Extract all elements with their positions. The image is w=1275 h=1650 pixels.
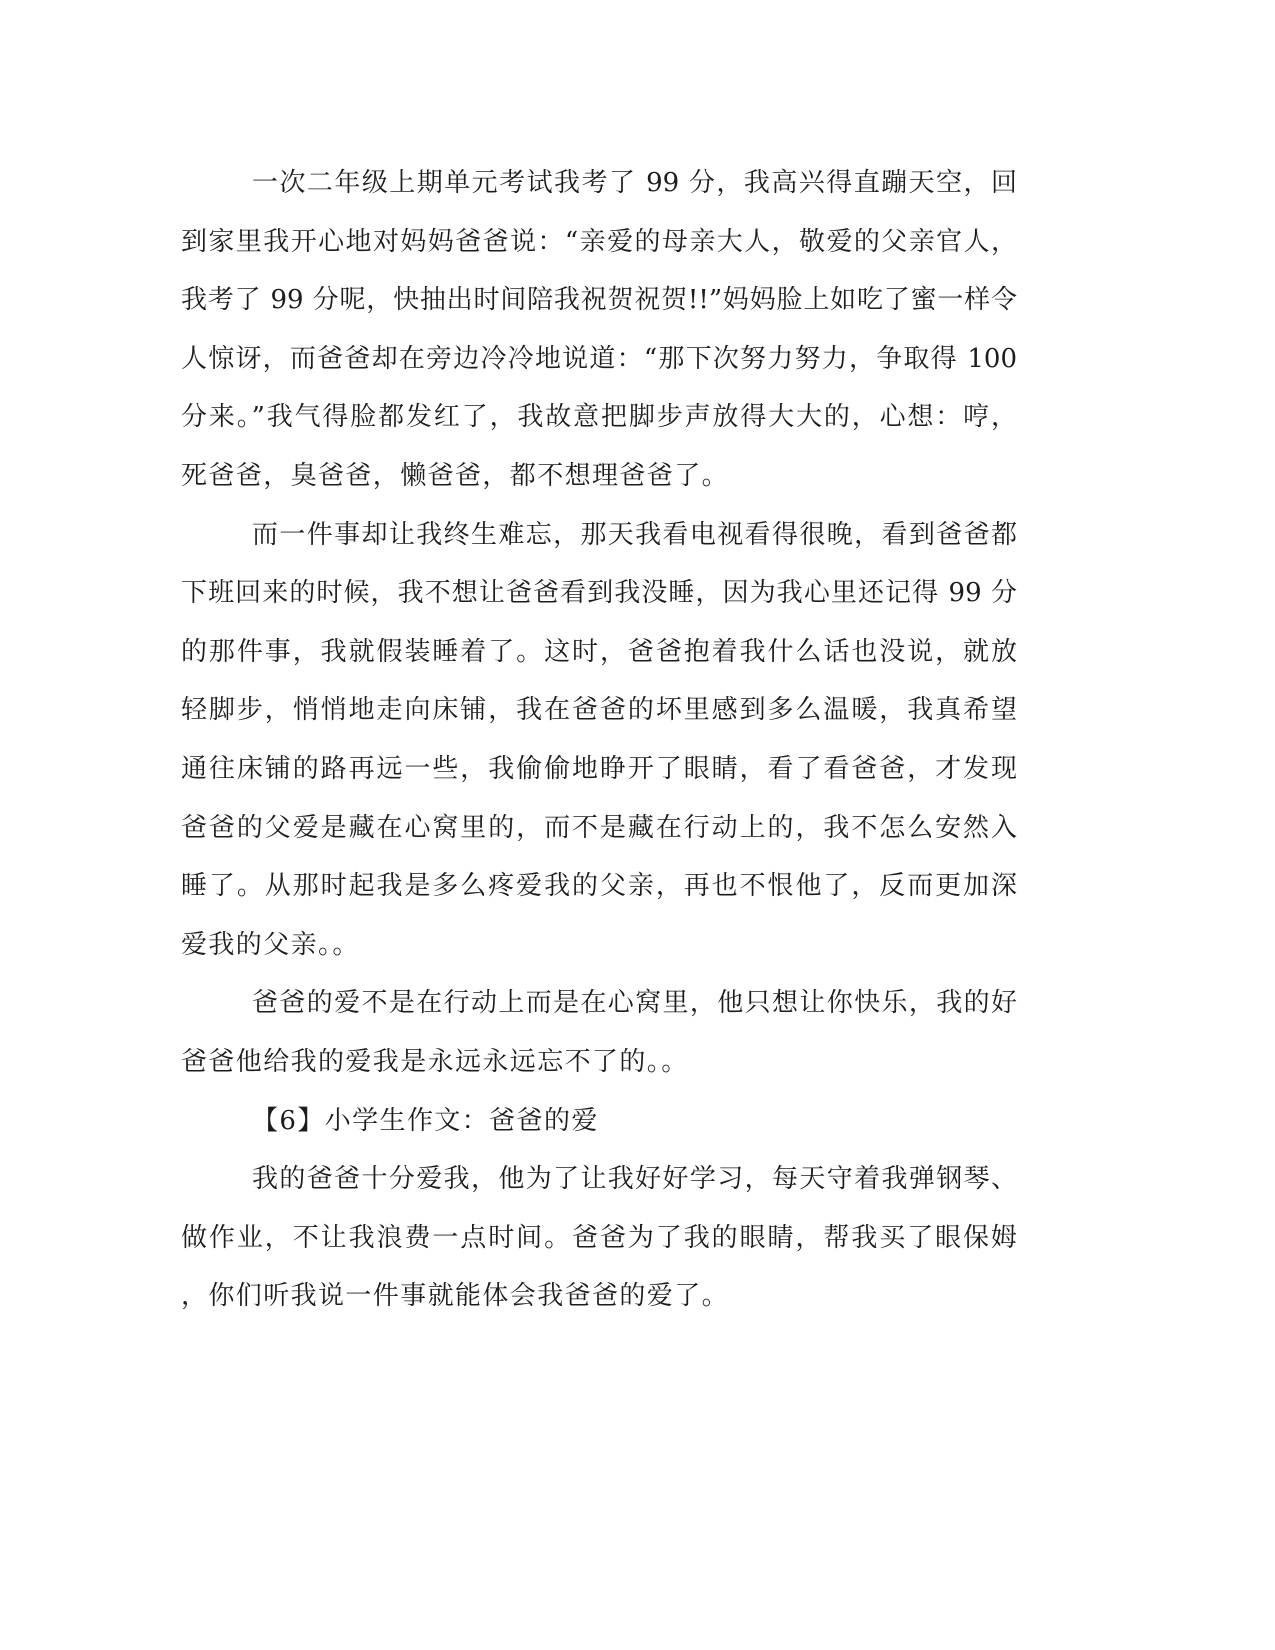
text-line: 通往床铺的路再远一些，我偷偷地睁开了眼睛，看了看爸爸，才发现	[181, 753, 1017, 784]
text-line: 人惊讶，而爸爸却在旁边冷冷地说道：“那下次努力努力，争取得 100	[181, 343, 1017, 374]
section-heading	[181, 1092, 1017, 1151]
text-line: 睡了。从那时起我是多么疼爱我的父亲，再也不恨他了，反而更加深	[181, 871, 1017, 902]
text-line: 做作业，不让我浪费一点时间。爸爸为了我的眼睛，帮我买了眼保姆	[181, 1222, 1017, 1253]
text-line: 下班回来的时候，我不想让爸爸看到我没睡，因为我心里还记得 99 分	[181, 578, 1017, 609]
text-line: 轻脚步，悄悄地走向床铺，我在爸爸的坏里感到多么温暖，我真希望	[181, 695, 1017, 726]
text-line: 的那件事，我就假装睡着了。这时，爸爸抱着我什么话也没说，就放	[181, 636, 1017, 667]
text-line: 我的爸爸十分爱我，他为了让我好好学习，每天守着我弹钢琴、	[252, 1164, 1017, 1195]
text-line: 到家里我开心地对妈妈爸爸说：“亲爱的母亲大人，敬爱的父亲官人，	[181, 226, 1017, 257]
text-line: 爸爸他给我的爱我是永远永远忘不了的。。	[181, 1046, 689, 1077]
text-line: 而一件事却让我终生难忘，那天我看电视看得很晚，看到爸爸都	[252, 519, 1017, 550]
text-line: 爸爸的父爱是藏在心窝里的，而不是藏在行动上的，我不怎么安然入	[181, 812, 1017, 843]
text-line: 死爸爸，臭爸爸，懒爸爸，都不想理爸爸了。	[181, 460, 730, 491]
text-line: 分来。”我气得脸都发红了，我故意把脚步声放得大大的，心想：哼，	[181, 402, 1017, 433]
paragraph-2	[181, 506, 1017, 975]
text-line: 我考了 99 分呢，快抽出时间陪我祝贺祝贺!!”妈妈脸上如吃了蜜一样令	[181, 285, 1017, 316]
paragraph-1	[181, 154, 1017, 506]
text-line: 爱我的父亲。。	[181, 929, 360, 960]
document-body	[181, 154, 1017, 1326]
paragraph-3	[181, 974, 1017, 1091]
text-line: 一次二年级上期单元考试我考了 99 分，我高兴得直蹦天空，回	[252, 168, 1017, 198]
paragraph-4	[181, 1150, 1017, 1326]
text-line: ，你们听我说一件事就能体会我爸爸的爱了。	[181, 1281, 730, 1312]
section-heading-text: 【6】小学生作文：爸爸的爱	[252, 1105, 599, 1136]
text-line: 爸爸的爱不是在行动上而是在心窝里，他只想让你快乐，我的好	[252, 988, 1017, 1019]
